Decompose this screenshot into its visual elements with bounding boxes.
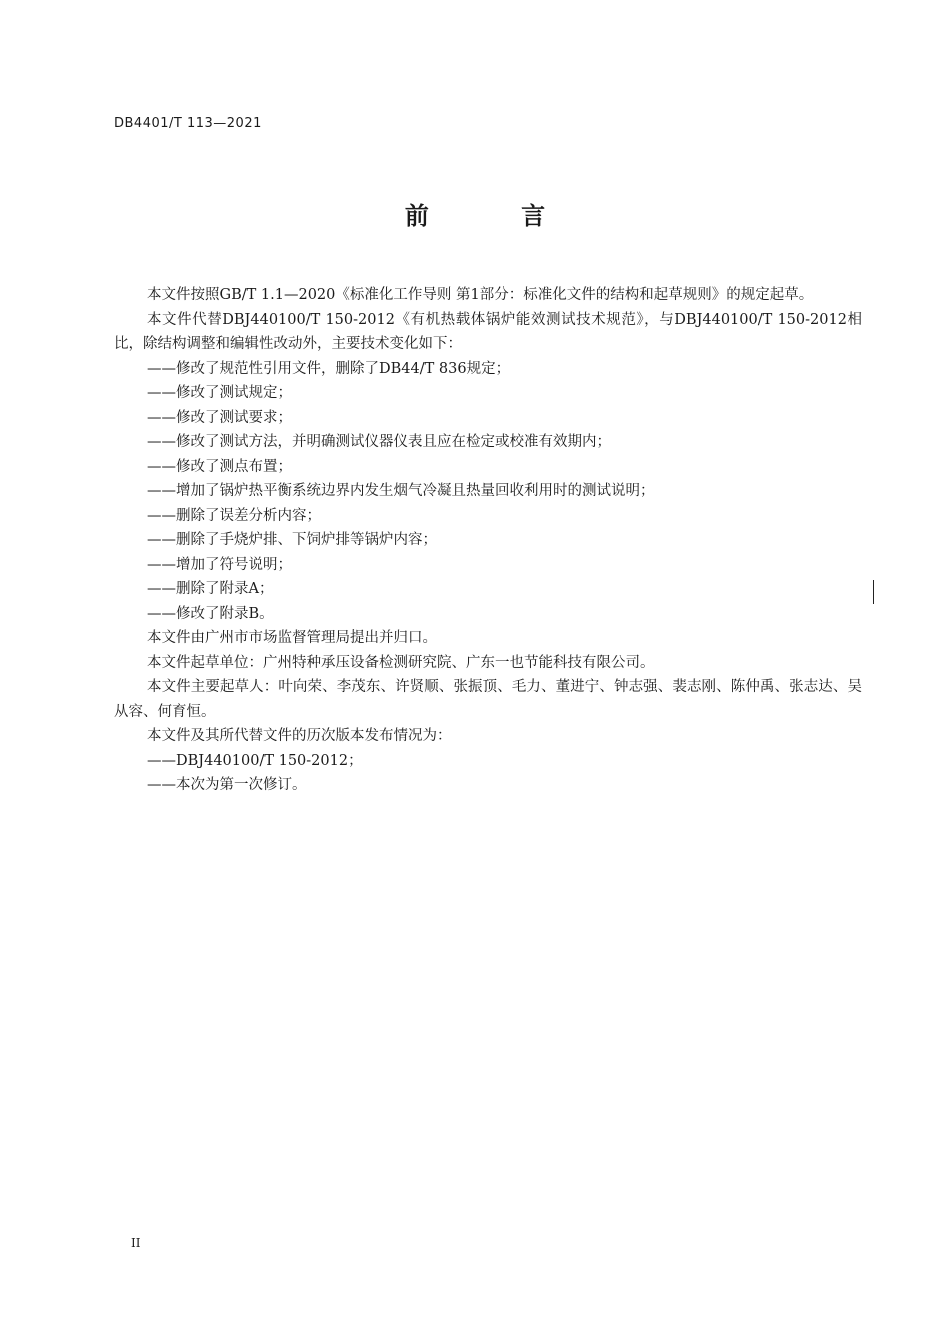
version-item: ——DBJ440100/T 150-2012； xyxy=(147,752,363,769)
change-item: ——删除了附录A； xyxy=(147,581,274,597)
text-cursor xyxy=(873,580,874,604)
paragraph-replacement: 本文件代替DBJ440100/T 150-2012《有机热载体锅炉能效测试技术规范》，与DBJ440100/T 150-2012相比，除结构调整和编辑性改动外，主要技术变化如下： xyxy=(114,311,862,352)
change-item: ——修改了测试规定； xyxy=(147,385,292,401)
change-item: ——删除了手烧炉排、下饲炉排等锅炉内容； xyxy=(147,532,437,548)
paragraph-drafting-basis: 本文件按照GB/T 1.1—2020《标准化工作导则 第1部分：标准化文件的结构和起草规则》的规定起草。 xyxy=(147,287,814,303)
version-item: ——本次为第一次修订。 xyxy=(147,777,307,793)
change-item: ——修改了附录B。 xyxy=(147,605,274,622)
change-item: ——修改了测试方法，并明确测试仪器仪表且应在检定或校准有效期内； xyxy=(147,434,611,450)
page-number: II xyxy=(131,1236,141,1250)
paragraph-drafting-units: 本文件起草单位：广州特种承压设备检测研究院、广东一也节能科技有限公司。 xyxy=(147,654,655,671)
paragraph-proposer: 本文件由广州市市场监督管理局提出并归口。 xyxy=(147,630,437,646)
page-title: 前 言 xyxy=(404,202,588,230)
change-item: ——增加了符号说明； xyxy=(147,556,292,573)
paragraph-version-history: 本文件及其所代替文件的历次版本发布情况为： xyxy=(147,728,452,744)
preface-body xyxy=(114,283,862,798)
document-code: DB4401/T 113—2021 xyxy=(114,116,262,131)
change-item: ——修改了测试要求； xyxy=(147,409,292,426)
change-item: ——修改了测点布置； xyxy=(147,458,292,475)
paragraph-drafters: 本文件主要起草人：叶向荣、李茂东、许贤顺、张振顶、毛力、董进宁、钟志强、裴志刚、陈仲禹、张志达、吴从容、何育恒。 xyxy=(114,679,862,720)
change-item: ——修改了规范性引用文件，删除了DB44/T 836规定； xyxy=(147,360,511,377)
change-item: ——删除了误差分析内容； xyxy=(147,507,321,524)
change-item: ——增加了锅炉热平衡系统边界内发生烟气冷凝且热量回收利用时的测试说明； xyxy=(147,483,655,499)
